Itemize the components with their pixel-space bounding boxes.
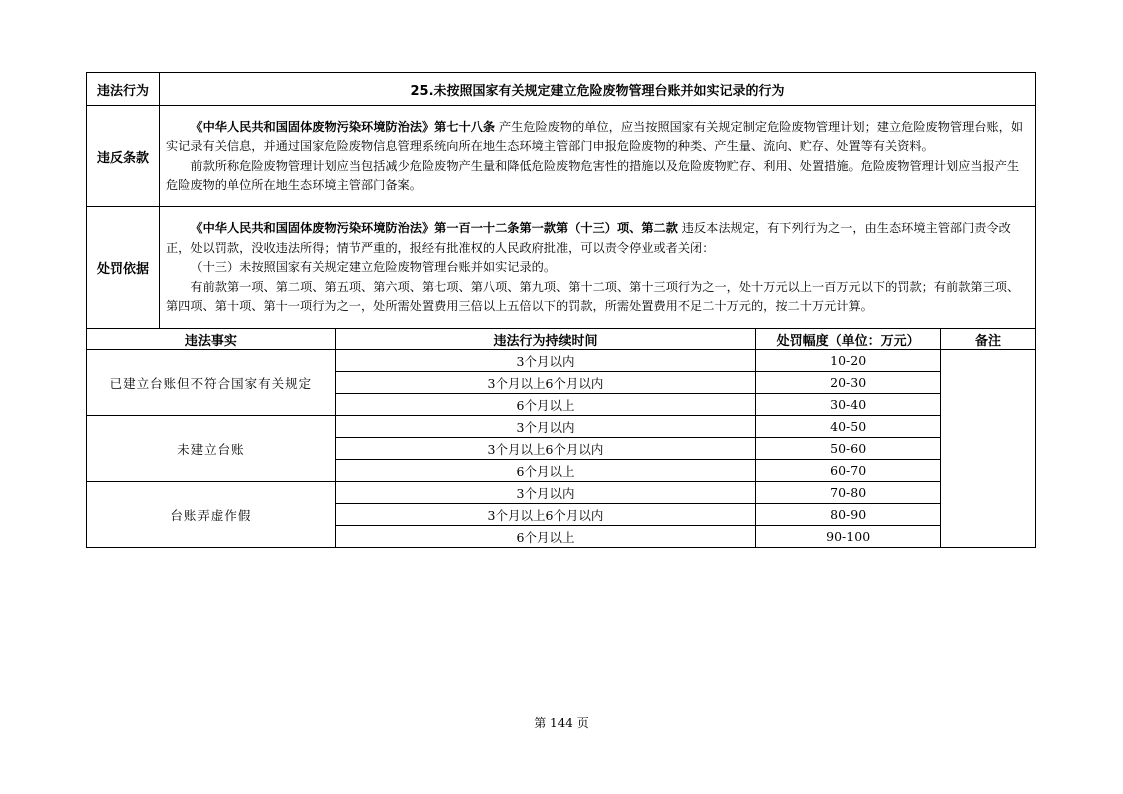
penalty-cell: 80-90 [756, 504, 941, 526]
legal-basis-table [86, 72, 1036, 329]
duration-cell: 3个月以内 [335, 416, 756, 438]
note-cell [941, 350, 1036, 548]
penalty-cell: 90-100 [756, 526, 941, 548]
penalty-cell: 50-60 [756, 438, 941, 460]
basis-text-2: （十三）未按照国家有关规定建立危险废物管理台账并如实记录的。 [190, 260, 557, 275]
violation-title: 25.未按照国家有关规定建立危险废物管理台账并如实记录的行为 [160, 73, 1036, 106]
duration-cell: 3个月以上6个月以内 [335, 372, 756, 394]
duration-cell: 3个月以上6个月以内 [335, 438, 756, 460]
penalty-cell: 30-40 [756, 394, 941, 416]
duration-cell: 3个月以上6个月以内 [335, 504, 756, 526]
col-penalty-header: 处罚幅度（单位：万元） [756, 329, 941, 350]
table-row [87, 416, 1036, 438]
page-number: 第 144 页 [534, 716, 589, 730]
duration-cell: 3个月以内 [335, 350, 756, 372]
table-row [87, 350, 1036, 372]
duration-cell: 6个月以上 [335, 460, 756, 482]
duration-cell: 6个月以上 [335, 394, 756, 416]
penalty-cell: 20-30 [756, 372, 941, 394]
col-duration-header: 违法行为持续时间 [335, 329, 756, 350]
clause-label: 违反条款 [87, 106, 160, 207]
clause-law: 《中华人民共和国固体废物污染环境防治法》第七十八条 [190, 119, 496, 134]
duration-cell: 3个月以内 [335, 482, 756, 504]
penalty-table [86, 328, 1036, 548]
fact-cell: 台账弄虚作假 [87, 482, 336, 548]
clause-content [160, 106, 1036, 207]
penalty-cell: 10-20 [756, 350, 941, 372]
penalty-cell: 60-70 [756, 460, 941, 482]
basis-content [160, 207, 1036, 329]
duration-cell: 6个月以上 [335, 526, 756, 548]
basis-law: 《中华人民共和国固体废物污染环境防治法》第一百一十二条第一款第（十三）项、第二款 [190, 221, 678, 236]
col-note-header: 备注 [941, 329, 1036, 350]
basis-label: 处罚依据 [87, 207, 160, 329]
table-row [87, 482, 1036, 504]
clause-text-2: 前款所称危险废物管理计划应当包括减少危险废物产生量和降低危险废物危害性的措施以及危险废物贮存、利用、处置措施。危险废物管理计划应当报产生危险废物的单位所在地生态环境主管部门备案。 [166, 158, 1020, 192]
penalty-cell: 40-50 [756, 416, 941, 438]
clause-text: 产生危险废物的单位，应当按照国家有关规定制定危险废物管理计划；建立危险废物管理台账，如实记录有关信息，并通过国家危险废物信息管理系统向所在地生态环境主管部门申报危险废物的种类、产生量、流向、贮存、处置等有关资料。 [166, 119, 1024, 153]
fact-cell: 未建立台账 [87, 416, 336, 482]
violation-label: 违法行为 [87, 73, 160, 106]
basis-text: 违反本法规定，有下列行为之一，由生态环境主管部门责令改正，处以罚款，没收违法所得；情节严重的，报经有批准权的人民政府批准，可以责令停业或者关闭： [166, 221, 1011, 255]
penalty-cell: 70-80 [756, 482, 941, 504]
fact-cell: 已建立台账但不符合国家有关规定 [87, 350, 336, 416]
col-fact-header: 违法事实 [87, 329, 336, 350]
basis-text-3: 有前款第一项、第二项、第五项、第六项、第七项、第八项、第九项、第十二项、第十三项行为之一，处十万元以上一百万元以下的罚款；有前款第三项、第四项、第十项、第十一项行为之一，处所需处置费用三倍以上五倍以下的罚款，所需处置费用不足二十万元的，按二十万元计算。 [166, 279, 1020, 314]
